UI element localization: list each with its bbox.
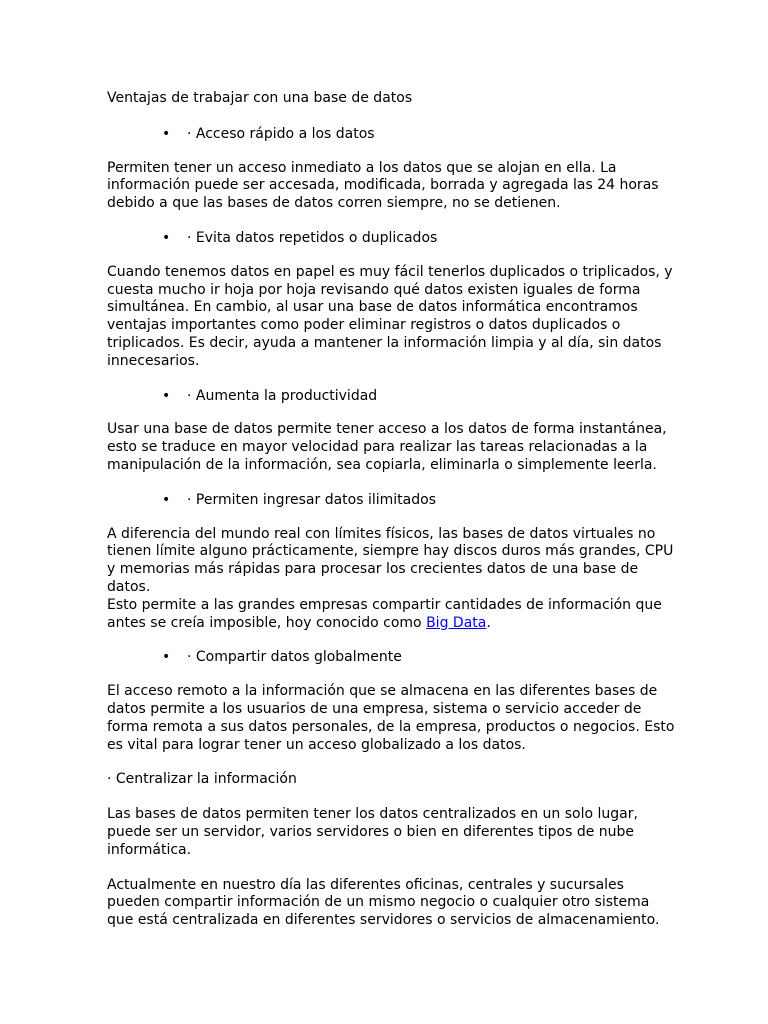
paragraph-productividad: Usar una base de datos permite tener acceso a los datos de forma instantánea, esto se traduce en mayor velocidad para realizar las tareas relacionadas a la manipulación de la información, sea copiarla, eliminarla o simplemente leerla.: [107, 421, 667, 473]
bullet-label: · Permiten ingresar datos ilimitados: [187, 491, 436, 508]
paragraph-evita-duplicados: Cuando tenemos datos en papel es muy fácil tenerlos duplicados o triplicados, y cuesta mucho ir hoja por hoja revisando qué datos existen iguales de forma simultánea. En cambio, al usar una base de datos informática encontramos ventajas importantes como poder eliminar registros o datos duplicados o triplicados. Es decir, ayuda a mantener la información limpia y al día, sin datos innecesarios.: [107, 263, 673, 369]
paragraph-text: .: [486, 614, 491, 631]
paragraph-datos-ilimitados: A diferencia del mundo real con límites físicos, las bases de datos virtuales no tienen límite alguno prácticamente, siempre hay discos duros más grandes, CPU y memorias más rápidas para procesar los crecientes datos de una base de datos.: [107, 525, 674, 595]
bullet-icon: •: [162, 387, 171, 404]
bullet-list: [107, 649, 677, 667]
paragraph-centralizar-2: Actualmente en nuestro día las diferentes oficinas, centrales y sucursales pueden compartir información de un mismo negocio o cualquier otro sistema que está centralizada en diferentes servidores o servicios de almacenamiento.: [107, 876, 660, 929]
paragraph-text: Esto permite a las grandes empresas compartir cantidades de información que antes se creía imposible, hoy conocido como: [107, 596, 662, 631]
paragraph-centralizar: Las bases de datos permiten tener los datos centralizados en un solo lugar, puede ser un servidor, varios servidores o bien en diferentes tipos de nube informática.: [107, 806, 638, 858]
document-title: Ventajas de trabajar con una base de datos: [107, 90, 413, 106]
document-body: [107, 90, 677, 947]
paragraph-acceso-rapido: Permiten tener un acceso inmediato a los datos que se alojan en ella. La información puede ser accesada, modificada, borrada y agregada las 24 horas debido a que las bases de datos corren siempre, no se detienen.: [107, 159, 659, 212]
bullet-list: [107, 492, 677, 510]
bullet-item-evita-duplicados: [107, 230, 677, 248]
bullet-icon: •: [162, 125, 171, 142]
bullet-icon: •: [162, 229, 171, 246]
bullet-item-productividad: [107, 388, 677, 406]
bullet-label: · Compartir datos globalmente: [187, 649, 402, 666]
bullet-list: [107, 388, 677, 406]
bullet-item-compartir-datos: [107, 649, 677, 667]
paragraph-big-data: [107, 597, 677, 633]
bullet-label: · Aumenta la productividad: [187, 387, 378, 404]
heading-centralizar: · Centralizar la información: [107, 771, 297, 788]
bullet-label: · Evita datos repetidos o duplicados: [187, 229, 438, 246]
bullet-list: [107, 230, 677, 248]
bullet-label: · Acceso rápido a los datos: [187, 125, 375, 142]
bullet-list: [107, 126, 677, 144]
bullet-item-datos-ilimitados: [107, 492, 677, 510]
big-data-link[interactable]: Big Data: [426, 614, 487, 631]
bullet-item-acceso-rapido: [107, 126, 677, 144]
bullet-icon: •: [162, 649, 171, 666]
paragraph-compartir-datos: El acceso remoto a la información que se almacena en las diferentes bases de datos permite a los usuarios de una empresa, sistema o servicio acceder de forma remota a sus datos personales, de la empresa, productos o negocios. Esto es vital para lograr tener un acceso globalizado a los datos.: [107, 683, 675, 753]
bullet-icon: •: [162, 491, 171, 508]
